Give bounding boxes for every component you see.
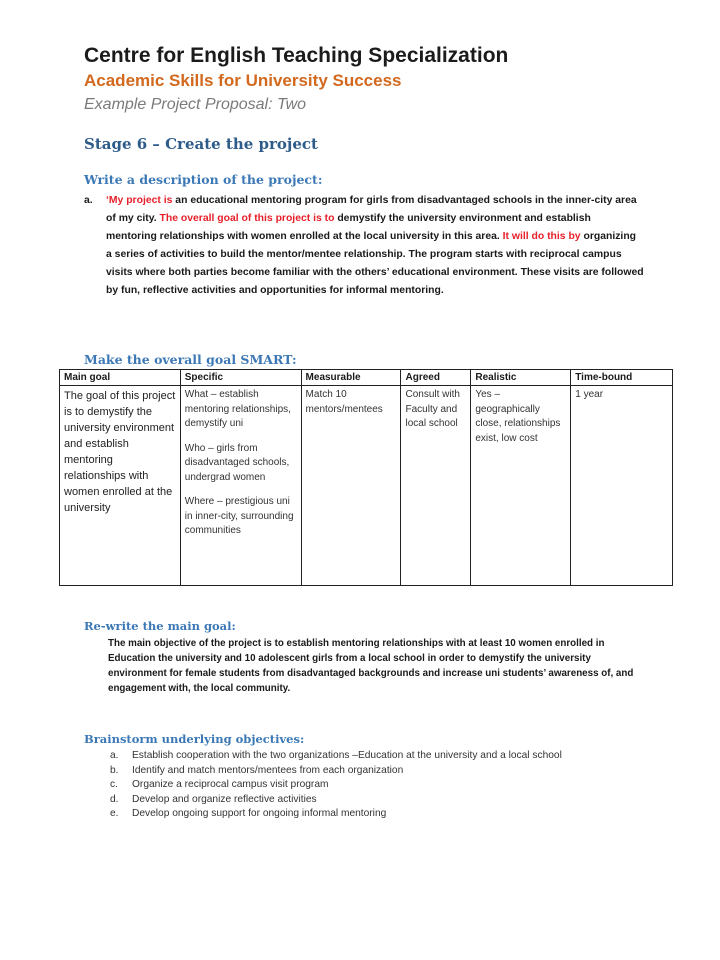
highlight-phrase: It will do this by [502,231,581,242]
main-goal-text: The goal of this project is to demystify the university environment and establish mentoring relationships with women enrolled at the university [64,390,176,514]
header-specific: Specific [180,370,301,386]
description-text: organizing a series of activities to build the mentor/mentee relationship. The program starts with reciprocal campus visits where both parties become familiar with the others’ educational environment. These visits are followed by fun, reflective activities and opportunities for informal mentoring. [106,231,644,296]
list-marker: c. [110,779,118,790]
stage-heading: Stage 6 – Create the project [84,135,318,153]
highlight-phrase: The overall goal of this project is to [159,213,335,224]
rewrite-heading: Re-write the main goal: [84,619,236,633]
list-item [110,793,562,808]
specific-what: What – establish mentoring relationships, demystify uni [184,389,291,429]
time-bound-cell: 1 year [571,386,673,586]
objectives-list [110,749,562,822]
objective-text: Identify and match mentors/mentees from each organization [132,764,404,776]
objectives-heading: Brainstorm underlying objectives: [84,732,305,746]
description-body [106,192,644,300]
list-item [110,807,562,822]
list-marker: e. [110,808,119,819]
objective-text: Establish cooperation with the two organizations –Education at the university and a local school [132,750,562,761]
list-marker: a. [110,750,119,761]
main-goal-cell [60,386,181,586]
course-subtitle: Academic Skills for University Success [84,71,402,90]
example-label: Example Project Proposal: Two [84,96,307,113]
list-marker: a. [84,195,93,206]
objective-text: Develop and organize reflective activities [132,793,317,805]
smart-table [59,369,673,586]
table-row [60,386,673,586]
objective-text: Develop ongoing support for ongoing informal mentoring [132,808,387,819]
list-item [110,749,562,764]
rewrite-text: The main objective of the project is to establish mentoring relationships with at least 10 women enrolled in Education the university and 10 adolescent girls from a local school in order to demystify the university environment for female students from disadvantaged backgrounds and increase uni students’ awareness of, and engagement with, the local community. [108,638,634,694]
list-item [110,764,562,779]
project-description [84,192,644,300]
list-marker: d. [110,793,119,805]
measurable-cell: Match 10 mentors/mentees [301,386,401,586]
document-title: Centre for English Teaching Specialization [84,44,509,67]
description-text: demystify the university environment and establish mentoring relationships with women enrolled at the local university in this area. [106,213,591,242]
table-header-row [60,370,673,386]
list-item [110,778,562,793]
objective-text: Organize a reciprocal campus visit program [132,779,329,790]
description-text: an educational mentoring program for girls from disadvantaged schools in the inner-city area of my city. [106,195,637,224]
header-realistic: Realistic [471,370,571,386]
specific-who: Who – girls from disadvantaged schools, undergrad women [184,442,290,483]
header-main-goal: Main goal [60,370,181,386]
header-measurable: Measurable [301,370,401,386]
header-time-bound: Time-bound [571,370,673,386]
highlight-phrase: My project is [108,195,173,206]
specific-cell [180,386,301,586]
smart-heading: Make the overall goal SMART: [84,352,297,367]
specific-where: Where – prestigious uni in inner-city, surrounding communities [184,496,294,536]
description-heading: Write a description of the project: [84,172,323,187]
realistic-cell: Yes – geographically close, relationships exist, low cost [471,386,571,586]
list-marker: b. [110,764,119,776]
header-agreed: Agreed [401,370,471,386]
agreed-cell: Consult with Faculty and local school [401,386,471,586]
quote-mark: ‘ [106,195,109,206]
